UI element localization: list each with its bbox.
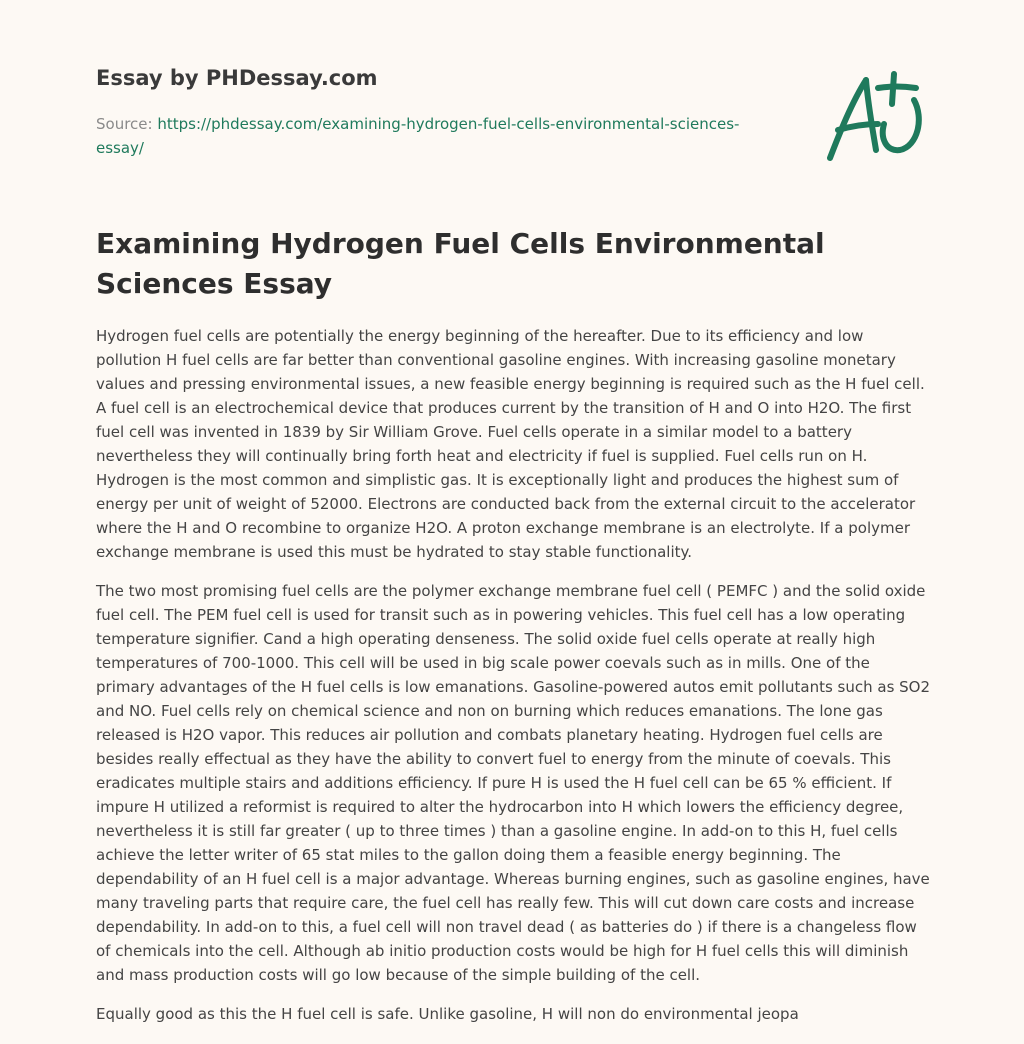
logo-strokes — [830, 74, 919, 158]
a-plus-grade-logo-icon — [818, 66, 930, 166]
essay-title: Examining Hydrogen Fuel Cells Environmental Sciences Essay — [96, 227, 825, 300]
essay-paragraph-3: Equally good as this the H fuel cell is safe. Unlike gasoline, H will non do environmental jeopa — [96, 1005, 799, 1023]
source-link[interactable]: https://phdessay.com/examining-hydrogen-fuel-cells-environmental-sciences-essay/ — [96, 115, 740, 157]
essay-paragraph-1: Hydrogen fuel cells are potentially the energy beginning of the hereafter. Due to its efficiency and low pollution H fuel cells are far better than conventional gasoline engines. With increasing gasoline monetary values and pressing environmental issues, a new feasible energy beginning is required such as the H fuel cell. A fuel cell is an electrochemical device that produces current by the transition of H and O into H2O. The first fuel cell was invented in 1839 by Sir William Grove. Fuel cells operate in a similar model to a battery nevertheless they will continually bring forth heat and electricity if fuel is supplied. Fuel cells run on H. Hydrogen is the most common and simplistic gas. It is exceptionally light and produces the highest sum of energy per unit of weight of 52000. Electrons are conducted back from the external circuit to the accelerator where the H and O recombine to organize H2O. A proton exchange membrane is an electrolyte. If a polymer exchange membrane is used this must be hydrated to stay stable functionality. — [96, 327, 925, 561]
source-label: Source: — [96, 115, 158, 133]
essay-paragraph-2: The two most promising fuel cells are the polymer exchange membrane fuel cell ( PEMFC ) and the solid oxide fuel cell. The PEM fuel cell is used for transit such as in powering vehicles. This fuel cell has a low operating temperature signifier. Cand a high operating denseness. The solid oxide fuel cells operate at really high temperatures of 700-1000. This cell will be used in big scale power coevals such as in mills. One of the primary advantages of the H fuel cells is low emanations. Gasoline-powered autos emit pollutants such as SO2 and NO. Fuel cells rely on chemical science and non on burning which reduces emanations. The lone gas released is H2O vapor. This reduces air pollution and combats planetary heating. Hydrogen fuel cells are besides really effectual as they have the ability to convert fuel to energy from the minute of coevals. This eradicates multiple stairs and additions efficiency. If pure H is used the H fuel cell can be 65 % efficient. If impure H utilized a reformist is required to alter the hydrocarbon into H which lowers the efficiency degree, nevertheless it is still far greater ( up to three times ) than a gasoline engine. In add-on to this H, fuel cells achieve the letter writer of 65 stat miles to the gallon doing them a feasible energy beginning. The dependability of an H fuel cell is a major advantage. Whereas burning engines, such as gasoline engines, have many traveling parts that require care, the fuel cell has really few. This will cut down care costs and increase dependability. In add-on to this, a fuel cell will non travel dead ( as batteries do ) if there is a changeless flow of chemicals into the cell. Although ab initio production costs would be high for H fuel cells this will diminish and mass production costs will go low because of the simple building of the cell. — [96, 582, 931, 984]
site-name: Essay by PHDessay.com — [96, 66, 378, 90]
source-line — [96, 112, 756, 160]
essay-body — [96, 324, 932, 1041]
document-header — [96, 64, 816, 160]
